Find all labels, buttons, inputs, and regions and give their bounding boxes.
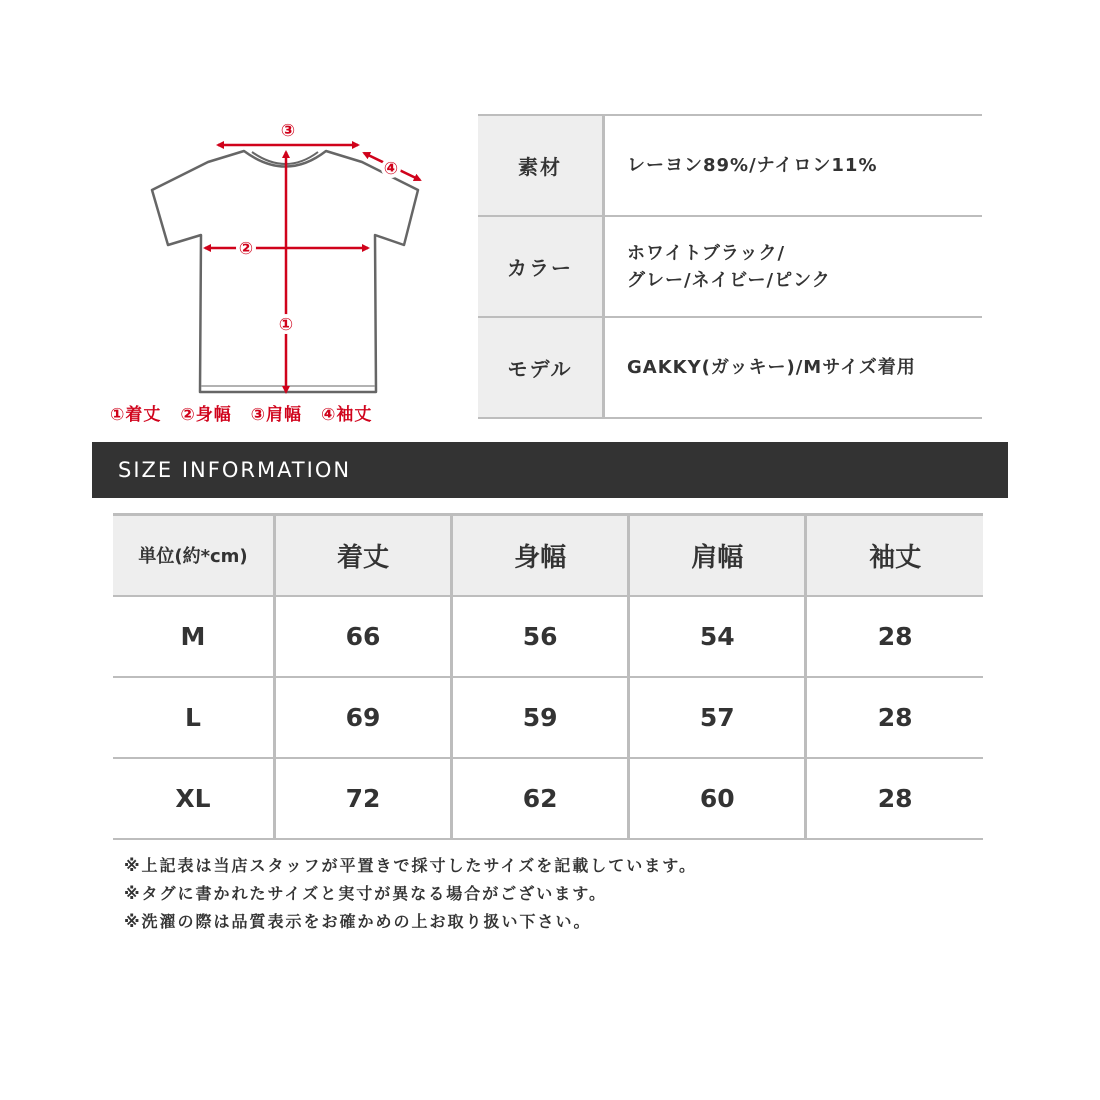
note-line: ※上記表は当店スタッフが平置きで採寸したサイズを記載しています。: [124, 856, 697, 875]
legend-length: ①着丈: [110, 405, 162, 425]
spec-value-line: ホワイトブラック/: [627, 242, 786, 264]
size-label: XL: [113, 758, 274, 839]
size-cell: 66: [274, 596, 451, 677]
header-unit: 単位(約*cm): [113, 515, 274, 596]
size-information-banner: SIZE INFORMATION: [92, 442, 1008, 498]
size-label: M: [113, 596, 274, 677]
notes: [124, 852, 697, 936]
spec-row-model: [478, 317, 982, 418]
spec-key: カラー: [478, 216, 604, 317]
size-cell: 59: [452, 677, 629, 758]
legend-shoulder: ③肩幅: [250, 405, 303, 425]
size-cell: 28: [806, 596, 983, 677]
label-1: ①: [278, 315, 294, 335]
spec-value-line: レーヨン89%/ナイロン11%: [627, 155, 878, 176]
size-row: [113, 758, 983, 839]
spec-row-material: [478, 115, 982, 216]
legend-sleeve: ④袖丈: [320, 405, 373, 425]
header-sleeve: 袖丈: [806, 515, 983, 596]
spec-value: [604, 317, 983, 418]
label-2-badge: [236, 238, 256, 259]
size-cell: 60: [629, 758, 806, 839]
size-cell: 69: [274, 677, 451, 758]
label-4-badge: [381, 158, 401, 179]
spec-key: 素材: [478, 115, 604, 216]
size-table: [113, 513, 983, 840]
spec-value: [604, 115, 983, 216]
size-cell: 28: [806, 677, 983, 758]
note-line: ※洗濯の際は品質表示をお確かめの上お取り扱い下さい。: [124, 912, 592, 931]
size-row: [113, 677, 983, 758]
spec-table: [478, 114, 982, 419]
spec-row-color: [478, 216, 982, 317]
spec-value: [604, 216, 983, 317]
spec-value-line: GAKKY(ガッキー)/Mサイズ着用: [627, 357, 916, 378]
size-row: [113, 596, 983, 677]
size-label: L: [113, 677, 274, 758]
legend-width: ②身幅: [180, 405, 232, 425]
size-cell: 28: [806, 758, 983, 839]
spec-value-line: グレー/ネイビー/ピンク: [627, 269, 831, 291]
size-cell: 72: [274, 758, 451, 839]
label-4: ④: [383, 159, 399, 179]
label-1-badge: [276, 314, 296, 335]
label-3-badge: [279, 121, 297, 141]
label-2: ②: [238, 239, 254, 259]
tshirt-measurement-diagram: [110, 90, 450, 440]
size-cell: 54: [629, 596, 806, 677]
size-cell: 62: [452, 758, 629, 839]
size-cell: 56: [452, 596, 629, 677]
size-header-row: [113, 515, 983, 596]
measurement-legend: [110, 400, 470, 425]
label-3: ③: [280, 121, 296, 141]
header-shoulder: 肩幅: [629, 515, 806, 596]
size-cell: 57: [629, 677, 806, 758]
header-length: 着丈: [274, 515, 451, 596]
spec-key: モデル: [478, 317, 604, 418]
note-line: ※タグに書かれたサイズと実寸が異なる場合がございます。: [124, 884, 607, 903]
header-width: 身幅: [452, 515, 629, 596]
